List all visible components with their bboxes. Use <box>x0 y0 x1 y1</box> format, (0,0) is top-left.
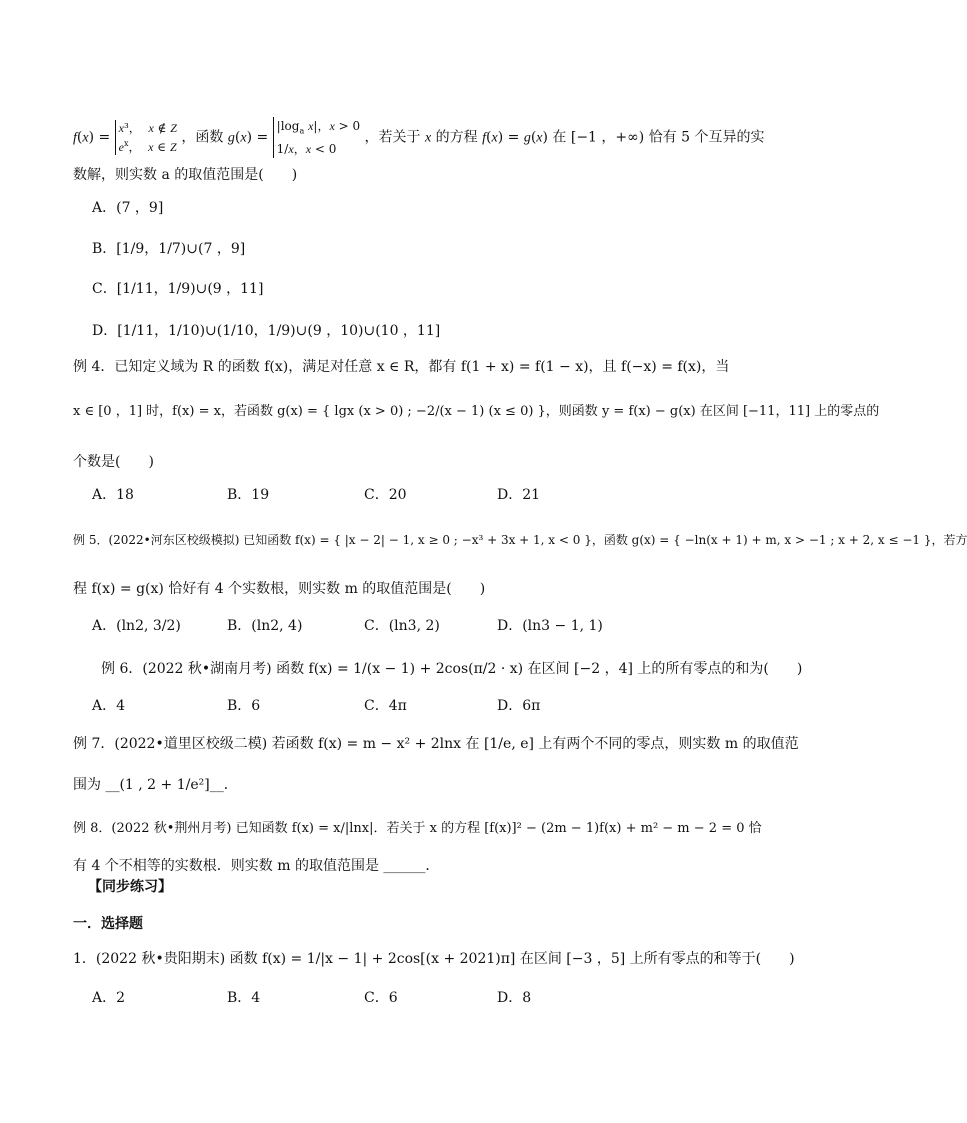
example-5-option-d: D．(ln3 − 1, 1) <box>497 618 603 634</box>
example-5-option-c: C．(ln3, 2) <box>364 618 440 634</box>
question-1-line-1: 1．(2022 秋•贵阳期末) 函数 f(x) = 1/|x − 1| + 2cos[(x + 2021)π] 在区间 [−3 ，5] 上所有零点的和等于( ) <box>73 951 795 967</box>
example-7-line-1: 例 7．(2022•道里区校级二模) 若函数 f(x) = m − x² + 2lnx 在 [1/e, e] 上有两个不同的零点，则实数 m 的取值范 <box>73 736 799 752</box>
example-4-line-1: 例 4．已知定义域为 R 的函数 f(x)，满足对任意 x ∈ R，都有 f(1 + x) = f(1 − x)，且 f(−x) = f(x)，当 <box>73 359 730 375</box>
example-7-line-2: 围为 __(1 , 2 + 1/e²]__． <box>73 777 238 793</box>
example-4-option-c: C．20 <box>364 487 407 503</box>
example-8-line-2: 有 4 个不相等的实数根．则实数 m 的取值范围是 ______． <box>73 858 440 874</box>
problem-statement-line-1: f(x) = x³， x ∉ Z $e^x$， x ∈ Z ，函数 $g(x) = |\log_a$ x|，x > 0 1/x，x < 0 ，若关于 x 的方程 f(x) = g(x) 在 [−1 ，+∞) 恰有 5 个互异的实 <box>73 119 765 157</box>
option-c: C．[1/11，1/9)∪(9 ，11] <box>92 281 264 297</box>
example-6-option-c: C．4π <box>364 698 407 714</box>
example-4-option-d: D．21 <box>497 487 541 503</box>
example-6-option-d: D．6π <box>497 698 541 714</box>
option-a: A．(7 ，9] <box>92 200 164 216</box>
example-4-option-b: B．19 <box>227 487 270 503</box>
sync-practice-heading: 【同步练习】 <box>88 879 172 895</box>
question-1-option-d: D．8 <box>497 990 532 1006</box>
example-4-line-2: x ∈ [0 ，1] 时，f(x) = x，若函数 g(x) = { lgx (x > 0) ; −2/(x − 1) (x ≤ 0) }，则函数 y = f(x) − g(x) 在区间 [−11，11] 上的零点的 <box>73 404 880 419</box>
example-6-line-1: 例 6．(2022 秋•湖南月考) 函数 f(x) = 1/(x − 1) + 2cos(π/2 · x) 在区间 [−2 ，4] 上的所有零点的和为( ) <box>101 661 803 677</box>
example-6-option-a: A．4 <box>92 698 126 714</box>
question-1-option-c: C．6 <box>364 990 398 1006</box>
example-4-option-a: A．18 <box>92 487 134 503</box>
example-8-line-1: 例 8．(2022 秋•荆州月考) 已知函数 f(x) = x/|lnx|．若关于 x 的方程 [f(x)]² − (2m − 1)f(x) + m² − m − 2 = 0 恰 <box>73 821 762 836</box>
example-5-option-b: B．(ln2, 4) <box>227 618 303 634</box>
example-5-line-1: 例 5．(2022•河东区校级模拟) 已知函数 f(x) = { |x − 2| − 1, x ≥ 0 ; −x³ + 3x + 1, x < 0 }，函数 g(x) = { −ln(x + 1) + m, x > −1 ; x + 2, x ≤ −1 }，若方 <box>73 533 967 547</box>
question-1-option-b: B．4 <box>227 990 261 1006</box>
problem-statement-line-2: 数解，则实数 a 的取值范围是( ) <box>73 167 298 183</box>
example-4-line-3: 个数是( ) <box>73 454 154 470</box>
example-6-option-b: B．6 <box>227 698 261 714</box>
question-1-option-a: A．2 <box>92 990 126 1006</box>
section-heading-multiple-choice: 一．选择题 <box>73 916 143 932</box>
example-5-option-a: A．(ln2, 3/2) <box>92 618 181 634</box>
option-b: B．[1/9，1/7)∪(7 ，9] <box>92 241 246 257</box>
option-d: D．[1/11，1/10)∪(1/10，1/9)∪(9 ，10)∪(10 ，11] <box>92 323 441 339</box>
example-5-line-2: 程 f(x) = g(x) 恰好有 4 个实数根，则实数 m 的取值范围是( ) <box>73 581 486 597</box>
